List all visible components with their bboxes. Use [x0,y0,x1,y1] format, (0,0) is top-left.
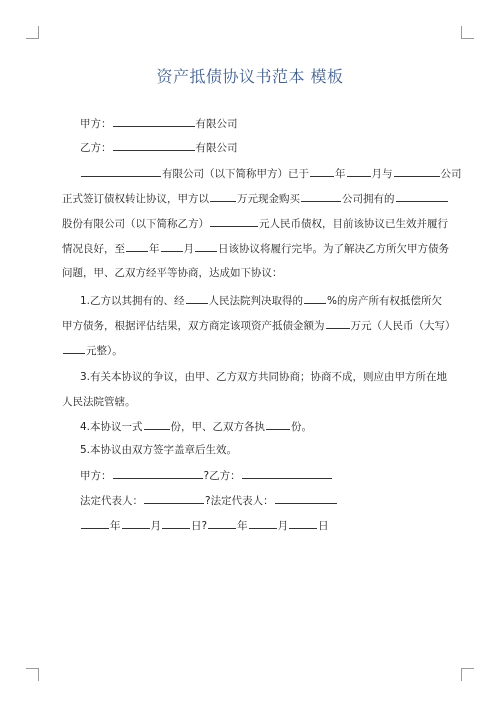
party-b-label: 乙方： [80,142,112,154]
clause-1-line [62,343,123,358]
text: 日 [318,520,329,532]
blank [144,493,204,504]
blank [394,166,440,177]
paragraph-line [80,166,462,181]
text: 日该协议将履行完毕。为了解决乙方所欠甲方债务 [218,243,449,255]
text: 日? [191,520,208,532]
blank [122,518,150,529]
text: 万元现金购买 [237,193,300,205]
text: 1.乙方以其拥有的、经 [80,295,185,307]
company-suffix: 有限公司 [195,142,238,154]
crop-mark-top-left [26,26,39,39]
text: 份，甲、乙双方各执 [170,421,266,433]
text: 月 [277,520,289,532]
crop-mark-bottom-right [461,668,474,681]
blank [301,191,341,202]
text: 年 [110,520,121,532]
blank [144,419,170,430]
text: 甲方： [80,470,112,482]
blank [326,318,350,329]
clause-3-line [80,370,447,384]
paragraph-line [62,191,449,206]
blank [210,191,236,202]
clause-1-line [80,293,442,308]
party-a-line [80,116,238,131]
blank [126,241,148,252]
text: 元人民币债权，目前该协议已生效并履行 [259,218,448,230]
text: 年 [335,168,346,180]
blank [162,518,190,529]
text: 份。 [291,421,313,433]
text: 人民法院管辖。 [62,396,136,408]
blank [161,241,183,252]
blank [195,241,217,252]
text: 有限公司（以下简称甲方）已于 [162,168,309,180]
blank [81,166,161,177]
party-a-label: 甲方： [80,118,112,130]
text: 年 [149,243,160,255]
text: ?法定代表人： [205,495,274,507]
blank [249,518,277,529]
blank [266,419,290,430]
document-title: 资产抵债协议书范本 模板 [156,67,344,86]
text: 月 [150,520,161,532]
text: 公司 [440,168,462,180]
text: 人民法院判决取得的 [208,295,304,307]
text: 正式签订债权转让协议，甲方以 [62,193,209,205]
blank [210,216,258,227]
clause-1-line [62,318,456,333]
text: 元整）。 [86,345,123,357]
text: 万元（人民币（大写） [350,320,456,332]
blank [208,518,236,529]
blank [396,191,448,202]
paragraph-line [62,241,449,256]
blank [63,343,85,354]
clause-5-line [80,443,237,457]
blank [304,293,326,304]
text: 3.有关本协议的争议，由甲、乙方双方共同协商；协商不成，则应由甲方所在地 [80,371,448,383]
text: 年 [237,520,248,532]
paragraph-line [62,266,283,280]
text: 5.本协议由双方签字盖章后生效。 [80,444,238,456]
blank [113,140,195,151]
text: 法定代表人： [80,495,143,507]
text: 情况良好，至 [62,243,125,255]
blank [289,518,317,529]
party-b-line [80,140,238,155]
blank [186,293,208,304]
text: 月与 [371,168,393,180]
clause-4-line [80,419,312,434]
signature-date-line [80,518,329,533]
blank [310,166,334,177]
text: 4.本协议一式 [80,421,143,433]
blank [113,116,195,127]
signature-rep-line [80,493,338,508]
text: %的房产所有权抵偿所欠 [327,295,443,307]
text: ?乙方： [203,470,241,482]
clause-3-line [62,395,136,409]
text: 问题，甲、乙双方经平等协商，达成如下协议： [62,267,283,279]
text: 月 [183,243,194,255]
text: 股份有限公司（以下简称乙方） [62,218,209,230]
text: 公司拥有的 [342,193,395,205]
blank [81,518,109,529]
blank [347,166,371,177]
blank [113,468,203,479]
company-suffix: 有限公司 [195,118,238,130]
crop-mark-top-right [461,26,474,39]
paragraph-line [62,216,448,231]
signature-party-line [80,468,333,483]
text: 甲方债务，根据评估结果，双方商定该项资产抵债金额为 [62,320,325,332]
blank [275,493,337,504]
blank [242,468,332,479]
crop-mark-bottom-left [26,668,39,681]
